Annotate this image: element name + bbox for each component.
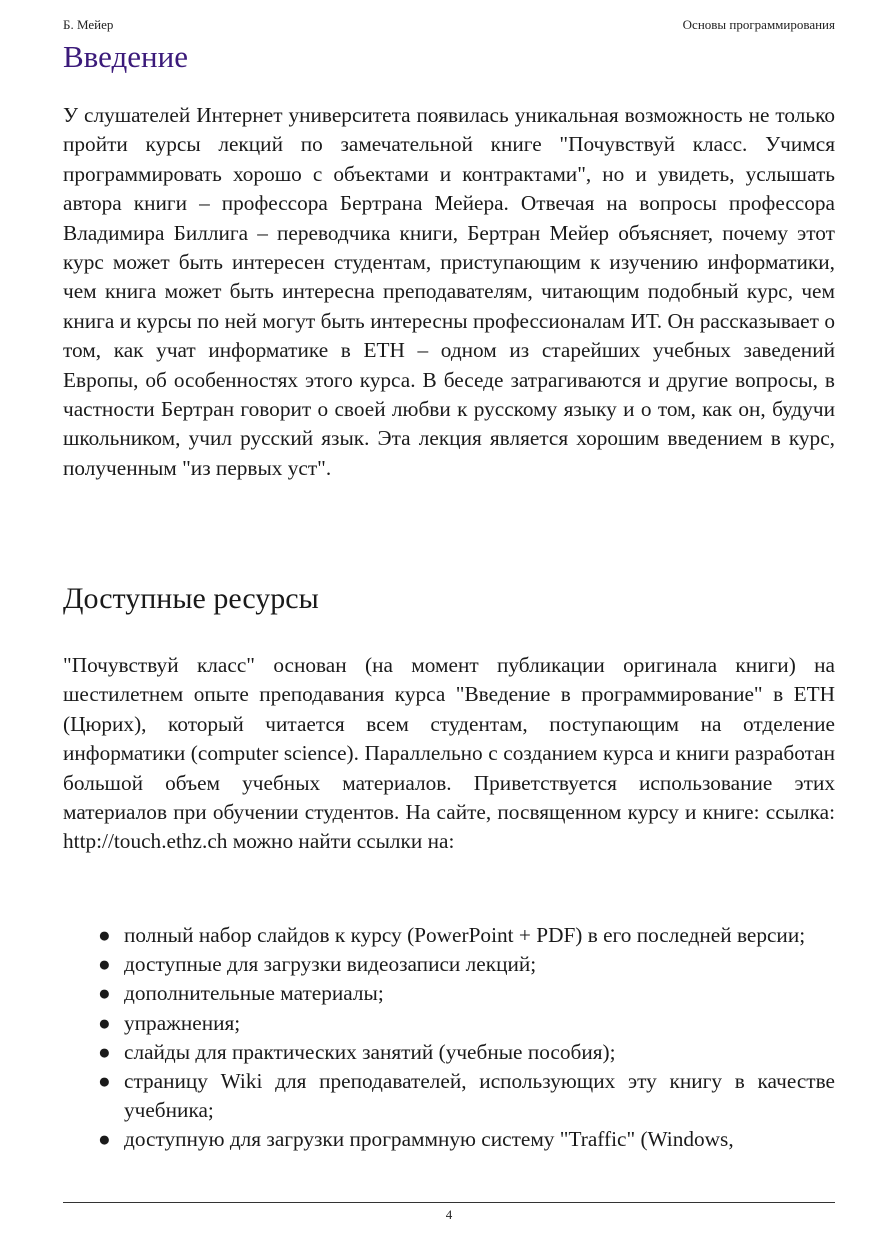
header-course-title: Основы программирования	[682, 17, 835, 32]
bullet-icon: ●	[98, 981, 111, 1006]
list-item-text: доступную для загрузки программную систему "Traffic" (Windows,	[124, 1127, 734, 1152]
page-number: 4	[445, 1207, 453, 1222]
bullet-icon: ●	[98, 1069, 111, 1094]
list-item	[98, 1125, 835, 1154]
resources-paragraph: "Почувствуй класс" основан (на момент публикации оригинала книги) на шестилетнем опыте преподавания курса "Введение в программирование" в ETH (Цюрих), который читается всем студентам, поступающим на отделение информатики (computer science). Параллельно с созданием курса и книги разработан большой объем учебных материалов. Приветствуется использование этих материалов при обучении студентов. На сайте, посвященном курсу и книге: ссылка: http://touch.ethz.ch можно найти ссылки на:	[63, 653, 835, 854]
document-page	[63, 0, 835, 1241]
footer-divider	[63, 1202, 835, 1203]
bullet-icon: ●	[98, 1127, 111, 1152]
resources-list	[98, 921, 835, 1155]
list-item-text: доступные для загрузки видеозаписи лекций;	[124, 952, 537, 977]
header-author: Б. Мейер	[63, 17, 114, 32]
bullet-icon: ●	[98, 1010, 111, 1035]
list-item	[98, 1038, 835, 1067]
bullet-icon: ●	[98, 952, 111, 977]
list-item	[98, 921, 835, 950]
list-item-text: упражнения;	[124, 1010, 241, 1035]
list-item	[98, 1067, 835, 1125]
intro-paragraph: У слушателей Интернет университета появилась уникальная возможность не только пройти курсы лекций по замечательной книге "Почувствуй класс. Учимся программировать хорошо с объектами и контрактами", но и увидеть, услышать автора книги – профессора Бертрана Мейера. Отвечая на вопросы профессора Владимира Биллига – переводчика книги, Бертран Мейер объясняет, почему этот курс может быть интересен студентам, приступающим к изучению информатики, чем книга может быть интересна преподавателям, читающим подобный курс, чем книга и курсы по ней могут быть интересны профессионалам ИТ. Он рассказывает о том, как учат информатике в ETH – одном из старейших учебных заведений Европы, об особенностях этого курса. В беседе затрагиваются и другие вопросы, в частности Бертран говорит о своей любви к русскому языку и о том, как он, будучи школьником, учил русский язык. Эта лекция является хорошим введением в курс, полученным "из первых уст".	[63, 103, 835, 480]
section-title-intro: Введение	[63, 39, 188, 74]
bullet-icon: ●	[98, 923, 111, 947]
list-item	[98, 950, 835, 979]
list-item-text: слайды для практических занятий (учебные пособия);	[124, 1039, 616, 1064]
list-item	[98, 979, 835, 1008]
list-item-text: полный набор слайдов к курсу (PowerPoint + PDF) в его последней версии;	[124, 923, 806, 947]
section-title-resources: Доступные ресурсы	[63, 582, 319, 615]
list-item-text: дополнительные материалы;	[124, 981, 384, 1006]
list-item-text: страницу Wiki для преподавателей, использующих эту книгу в качестве учебника;	[124, 1069, 835, 1123]
list-item	[98, 1009, 835, 1038]
bullet-icon: ●	[98, 1039, 111, 1064]
running-header	[63, 17, 835, 35]
